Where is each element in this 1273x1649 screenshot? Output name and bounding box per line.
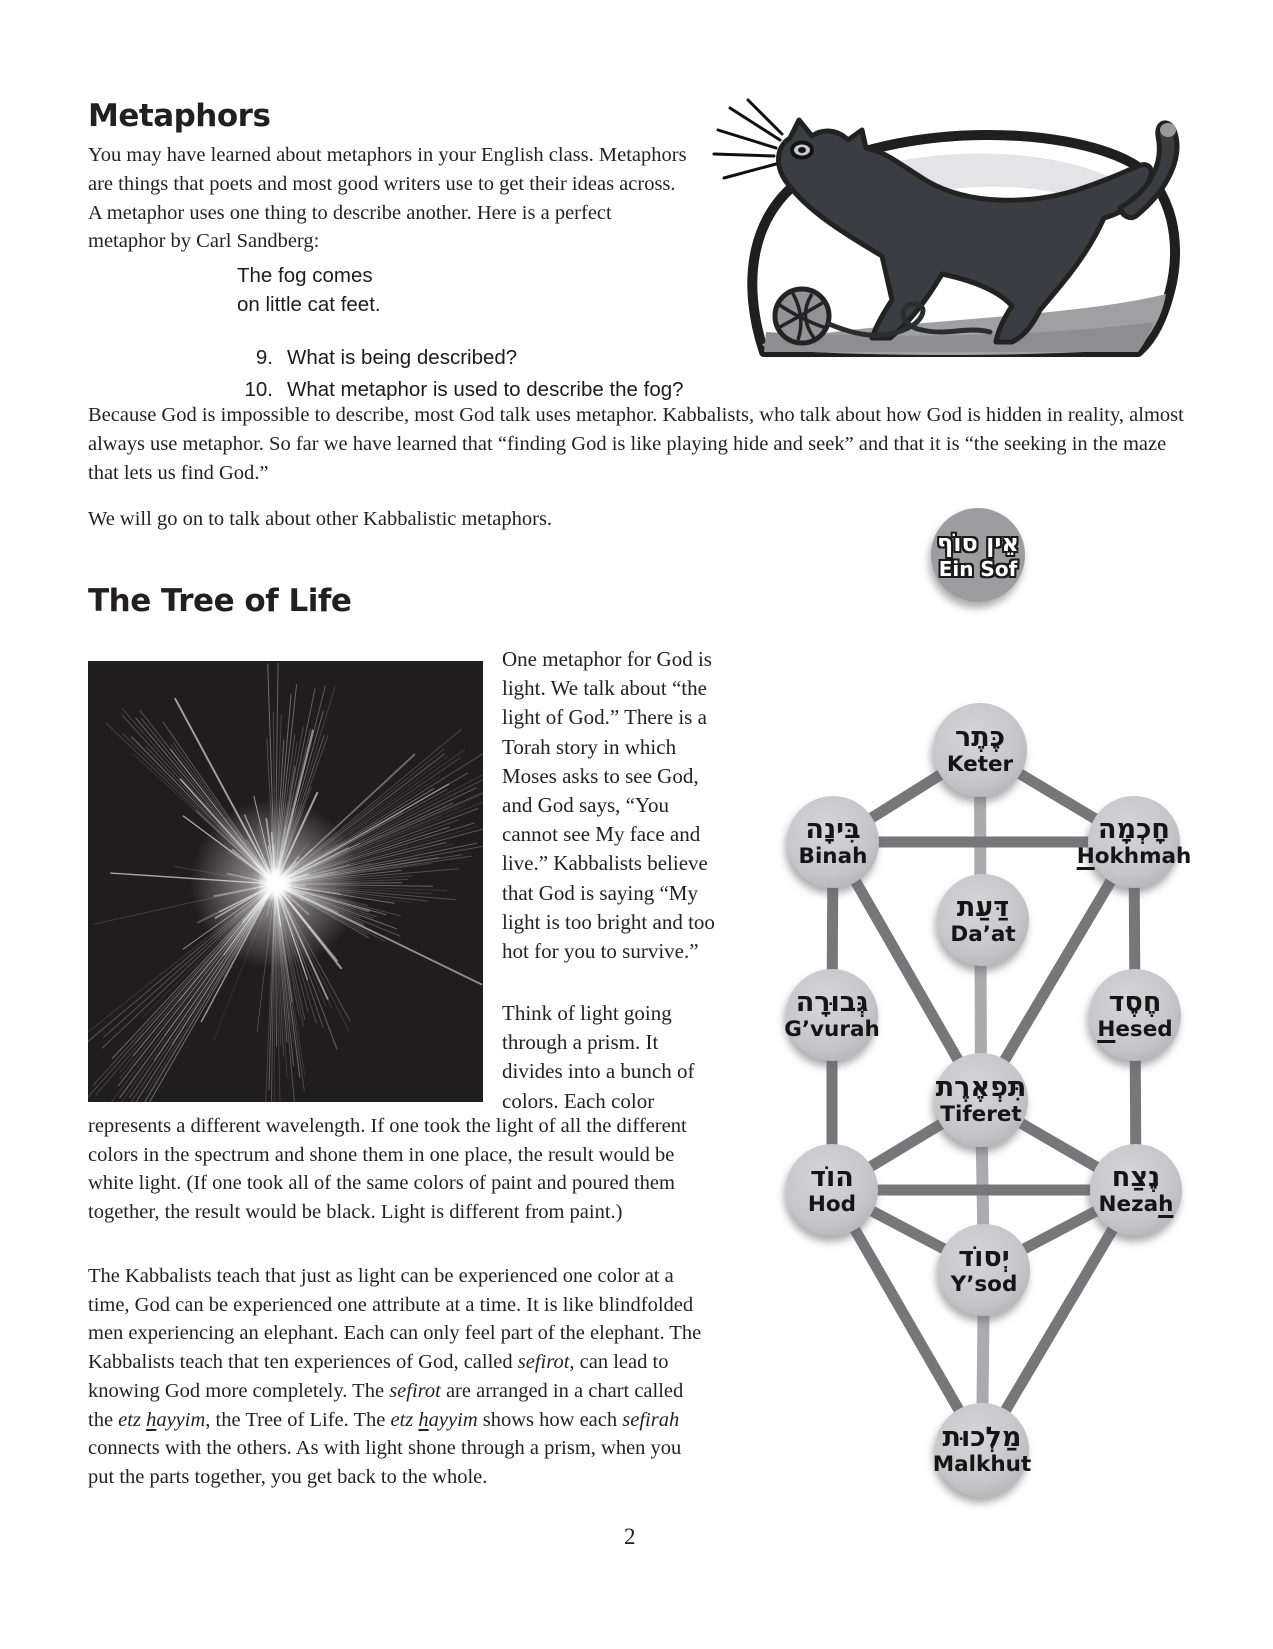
transliterated-name: Hokhmah bbox=[1076, 844, 1192, 869]
sefirah-circle-gvurah bbox=[786, 969, 878, 1061]
sefirah-circle-keter bbox=[933, 703, 1027, 797]
transliterated-name: Y’sod bbox=[950, 1272, 1018, 1297]
metaphors-intro-paragraph: You may have learned about metaphors in your English class. Metaphors are things that poets and most good writers use to get their ideas across. A metaphor uses one thing to describe another. Here is a perfect metaphor by Carl Sandberg: bbox=[88, 144, 687, 253]
poem-line: on little cat feet. bbox=[237, 293, 381, 316]
god-metaphor-paragraph: Because God is impossible to describe, most God talk uses metaphor. Kabbalists, who talk about how God is hidden in reality, almost always use metaphor. So far we have learned that “finding God is like playing hide and seek” and that it is “the seeking in the maze that lets us find God.” bbox=[88, 404, 1184, 484]
sefirah-circle-hesed bbox=[1089, 969, 1181, 1061]
hebrew-name: חֶסֶד bbox=[1108, 987, 1162, 1018]
cat-illustration bbox=[702, 86, 1194, 366]
hebrew-name: חָכְמָה bbox=[1098, 814, 1170, 845]
sefirah-circle-malkhut bbox=[932, 1403, 1032, 1497]
poem-line: The fog comes bbox=[237, 264, 373, 287]
sefirah-circle-einsof bbox=[931, 508, 1025, 602]
question-text: What is being described? bbox=[287, 346, 518, 369]
go-on-paragraph: We will go on to talk about other Kabbalistic metaphors. bbox=[88, 508, 553, 530]
cat-pupil bbox=[798, 147, 806, 153]
page-number: 2 bbox=[624, 1524, 636, 1549]
light-rays bbox=[88, 661, 483, 1102]
sefirah-circle-hod bbox=[786, 1144, 878, 1236]
hebrew-name: נֶצַח bbox=[1111, 1162, 1161, 1193]
tree-of-life-heading: The Tree of Life bbox=[88, 583, 352, 619]
sefirah-circle-daat bbox=[937, 874, 1029, 966]
tail-tip bbox=[1160, 123, 1176, 137]
tree-diagram-svg bbox=[700, 480, 1192, 1510]
hebrew-name: אֵין סוֹף bbox=[937, 529, 1019, 557]
sefirah-circle-hokhmah bbox=[1088, 796, 1180, 888]
sefirah-circle-nezah bbox=[1090, 1144, 1182, 1236]
transliterated-name: Da’at bbox=[950, 922, 1016, 947]
fog-poem bbox=[237, 261, 381, 319]
transliterated-name: Keter bbox=[946, 752, 1014, 777]
transliterated-name: Nezah bbox=[1098, 1192, 1174, 1217]
hebrew-name: יְסוֹד bbox=[958, 1242, 1010, 1273]
question-10 bbox=[88, 375, 684, 404]
question-number: 9. bbox=[255, 346, 273, 369]
question-number: 10. bbox=[244, 378, 273, 401]
transliterated-name: Hesed bbox=[1097, 1017, 1173, 1042]
sefirah-circle-binah bbox=[787, 796, 879, 888]
metaphors-heading: Metaphors bbox=[88, 98, 271, 134]
transliterated-name: Binah bbox=[798, 844, 868, 869]
hebrew-name: בִּינָה bbox=[805, 814, 861, 845]
light-column-paragraph-2: Think of light going through a prism. It divides into a bunch of colors. Each color bbox=[502, 1001, 695, 1113]
hebrew-name: הוֹד bbox=[810, 1162, 854, 1193]
sefirah-circle-ysod bbox=[938, 1224, 1030, 1316]
sefirot-paragraph: The Kabbalists teach that just as light can be experienced one color at a time, God can be experienced one attribute at a time. It is like blindfolded men experiencing an elephant. Each can only feel part of the elephant. The Kabbalists teach that ten experiences of God, called sefirot, can lead to knowing God more completely. The sefirot are arranged in a chart called the etz hayyim, the Tree of Life. The etz hayyim shows how each sefirah connects with the others. As with light shone through a prism, when you put the parts together, you get back to the whole. bbox=[88, 1265, 702, 1488]
hebrew-name: מַלְכוּת bbox=[942, 1422, 1022, 1453]
transliterated-name: G’vurah bbox=[784, 1017, 880, 1042]
cat-whiskers bbox=[714, 100, 782, 178]
question-9 bbox=[88, 343, 517, 372]
hebrew-name: גְּבוּרָה bbox=[795, 987, 869, 1018]
wavelength-paragraph: represents a different wavelength. If one took the light of all the different colors in the spectrum and shone them in one place, the result would be white light. (If one took all of the same colors of paint and poured them together, the result would be black. Light is different from paint.) bbox=[88, 1115, 687, 1224]
hebrew-name: תִּפְאֶרֶת bbox=[935, 1072, 1027, 1103]
hebrew-name: כֶּתֶר bbox=[954, 722, 1005, 753]
transliterated-name: Hod bbox=[807, 1192, 857, 1217]
light-column-paragraph-1: One metaphor for God is light. We talk about “the light of God.” There is a Torah story in which Moses asks to see God, and God says, “You cannot see My face and live.” Kabbalists believe that God is saying “My light is too bright and too hot for you to survive.” bbox=[502, 647, 715, 964]
transliterated-name: Malkhut bbox=[932, 1452, 1032, 1477]
transliterated-name: Tiferet bbox=[940, 1102, 1022, 1127]
burst-core bbox=[262, 871, 288, 897]
sefirah-circle-tiferet bbox=[934, 1053, 1028, 1147]
hebrew-name: דַּעַת bbox=[956, 892, 1010, 923]
question-text: What metaphor is used to describe the fog? bbox=[287, 378, 684, 401]
tree-of-life-diagram bbox=[700, 480, 1192, 1510]
transliterated-name: Ein Sof bbox=[938, 557, 1018, 581]
light-burst-image bbox=[88, 661, 483, 1102]
